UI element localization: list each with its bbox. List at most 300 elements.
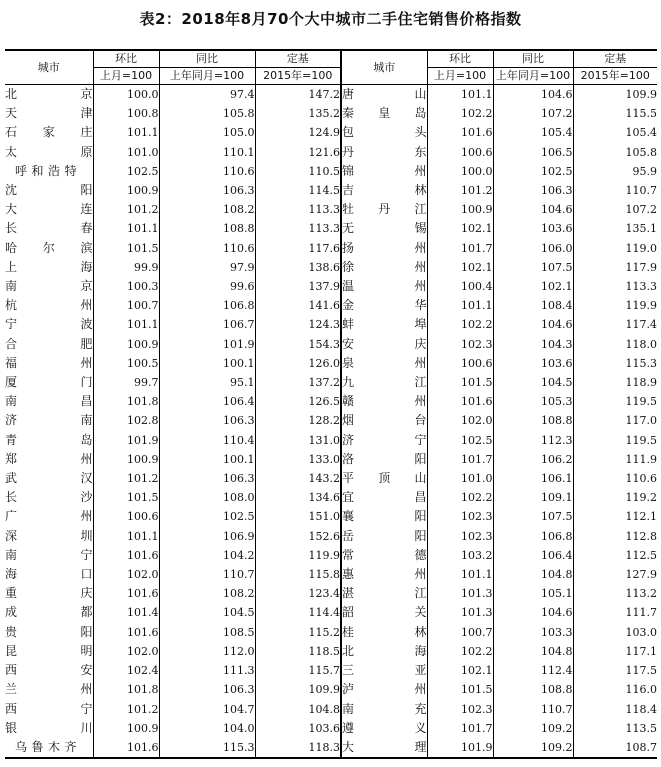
- base-cell: 133.0: [255, 450, 341, 469]
- header-row: [5, 50, 657, 68]
- city-cell: 太原: [5, 144, 93, 159]
- yoy-cell: 105.1: [493, 584, 573, 603]
- base-cell: 131.0: [255, 431, 341, 450]
- city-cell: 银川: [5, 720, 93, 735]
- city-cell: 韶关: [341, 603, 427, 622]
- yoy-cell: 106.4: [493, 546, 573, 565]
- yoy-cell: 108.0: [159, 488, 255, 507]
- table-title: 表2：2018年8月70个大中城市二手住宅销售价格指数: [139, 10, 522, 28]
- table-row: [5, 143, 657, 162]
- mom-cell: 102.3: [427, 507, 493, 526]
- mom-cell: 101.8: [93, 680, 159, 699]
- yoy-cell: 104.6: [493, 603, 573, 622]
- base-cell: 151.0: [255, 507, 341, 526]
- mom-cell: 101.1: [427, 296, 493, 315]
- yoy-cell: 106.8: [159, 296, 255, 315]
- city-cell: 洛阳: [341, 450, 427, 469]
- city-cell: 丹东: [341, 143, 427, 162]
- yoy-cell: 108.4: [493, 296, 573, 315]
- city-cell: 长沙: [5, 490, 93, 505]
- table-body: [5, 85, 657, 759]
- yoy-cell: 110.4: [159, 431, 255, 450]
- mom-cell: 102.2: [427, 488, 493, 507]
- city-cell: 昆明: [5, 643, 93, 658]
- yoy-header: 同比: [493, 50, 573, 68]
- mom-cell: 101.0: [427, 469, 493, 488]
- yoy-cell: 104.2: [159, 546, 255, 565]
- base-cell: 135.2: [255, 104, 341, 123]
- yoy-cell: 105.8: [159, 104, 255, 123]
- city-cell: 遵义: [341, 719, 427, 738]
- yoy-header: 同比: [159, 50, 255, 68]
- base-cell: 141.6: [255, 296, 341, 315]
- city-cell: 温州: [341, 277, 427, 296]
- base-cell: 110.6: [573, 469, 657, 488]
- yoy-cell: 106.3: [159, 411, 255, 430]
- base-subheader: 2015年=100: [573, 68, 657, 85]
- city-cell: 岳阳: [341, 527, 427, 546]
- table-row: [5, 546, 657, 565]
- city-cell: 大连: [5, 202, 93, 217]
- mom-cell: 100.0: [427, 162, 493, 181]
- mom-cell: 102.2: [427, 642, 493, 661]
- mom-cell: 102.1: [427, 661, 493, 680]
- yoy-cell: 104.6: [493, 200, 573, 219]
- mom-cell: 100.9: [93, 450, 159, 469]
- yoy-cell: 110.1: [159, 143, 255, 162]
- city-cell: 广州: [5, 509, 93, 524]
- mom-cell: 101.5: [427, 680, 493, 699]
- city-cell: 天津: [5, 106, 93, 121]
- base-cell: 112.5: [573, 546, 657, 565]
- city-cell: 吉林: [341, 181, 427, 200]
- city-cell: 锦州: [341, 162, 427, 181]
- mom-cell: 101.5: [427, 373, 493, 392]
- table-row: [5, 700, 657, 719]
- base-cell: 126.0: [255, 354, 341, 373]
- city-cell: 平顶山: [341, 469, 427, 488]
- base-header: 定基: [573, 50, 657, 68]
- yoy-cell: 112.3: [493, 431, 573, 450]
- base-cell: 134.6: [255, 488, 341, 507]
- base-cell: 109.9: [573, 85, 657, 105]
- yoy-cell: 106.1: [493, 469, 573, 488]
- yoy-cell: 104.5: [493, 373, 573, 392]
- city-cell: 赣州: [341, 392, 427, 411]
- yoy-cell: 115.3: [159, 738, 255, 758]
- yoy-cell: 106.3: [159, 181, 255, 200]
- mom-cell: 101.9: [427, 738, 493, 758]
- yoy-cell: 112.4: [493, 661, 573, 680]
- mom-cell: 102.4: [93, 661, 159, 680]
- mom-cell: 101.3: [427, 603, 493, 622]
- yoy-cell: 110.6: [159, 162, 255, 181]
- mom-cell: 101.6: [93, 623, 159, 642]
- base-cell: 113.5: [573, 719, 657, 738]
- table-row: [5, 354, 657, 373]
- city-cell: 青岛: [5, 432, 93, 447]
- mom-cell: 101.7: [427, 719, 493, 738]
- yoy-cell: 109.1: [493, 488, 573, 507]
- mom-cell: 101.2: [93, 700, 159, 719]
- city-cell: 徐州: [341, 258, 427, 277]
- yoy-cell: 104.6: [493, 315, 573, 334]
- city-cell: 南充: [341, 700, 427, 719]
- mom-cell: 102.8: [93, 411, 159, 430]
- mom-cell: 100.9: [427, 200, 493, 219]
- city-cell: 南宁: [5, 547, 93, 562]
- yoy-cell: 101.9: [159, 335, 255, 354]
- yoy-cell: 104.6: [493, 85, 573, 105]
- mom-cell: 103.2: [427, 546, 493, 565]
- base-cell: 109.9: [255, 680, 341, 699]
- yoy-cell: 95.1: [159, 373, 255, 392]
- base-cell: 103.6: [255, 719, 341, 738]
- mom-cell: 102.2: [427, 315, 493, 334]
- base-cell: 123.4: [255, 584, 341, 603]
- city-cell: 哈尔滨: [5, 240, 93, 255]
- yoy-cell: 102.5: [493, 162, 573, 181]
- table-row: [5, 277, 657, 296]
- yoy-cell: 102.5: [159, 507, 255, 526]
- yoy-cell: 107.5: [493, 507, 573, 526]
- base-header: 定基: [255, 50, 341, 68]
- mom-subheader: 上月=100: [427, 68, 493, 85]
- base-cell: 117.9: [573, 258, 657, 277]
- yoy-cell: 110.7: [159, 565, 255, 584]
- base-cell: 143.2: [255, 469, 341, 488]
- mom-cell: 101.7: [427, 239, 493, 258]
- yoy-cell: 109.2: [493, 738, 573, 758]
- base-cell: 137.2: [255, 373, 341, 392]
- mom-cell: 101.1: [93, 527, 159, 546]
- table-row: [5, 315, 657, 334]
- yoy-cell: 99.6: [159, 277, 255, 296]
- base-cell: 152.6: [255, 527, 341, 546]
- city-cell: 贵阳: [5, 624, 93, 639]
- yoy-cell: 110.6: [159, 239, 255, 258]
- city-cell: 济南: [5, 413, 93, 428]
- base-cell: 117.0: [573, 411, 657, 430]
- city-cell: 乌鲁木齐: [15, 739, 77, 754]
- mom-cell: 100.9: [93, 719, 159, 738]
- mom-header: 环比: [427, 50, 493, 68]
- base-cell: 112.1: [573, 507, 657, 526]
- city-cell: 惠州: [341, 565, 427, 584]
- city-cell: 兰州: [5, 682, 93, 697]
- mom-cell: 100.8: [93, 104, 159, 123]
- city-cell: 金华: [341, 296, 427, 315]
- yoy-cell: 108.2: [159, 584, 255, 603]
- yoy-cell: 107.5: [493, 258, 573, 277]
- table-row: [5, 392, 657, 411]
- base-cell: 127.9: [573, 565, 657, 584]
- city-cell: 石家庄: [5, 125, 93, 140]
- table-row: [5, 527, 657, 546]
- base-cell: 118.5: [255, 642, 341, 661]
- table-row: [5, 335, 657, 354]
- city-cell: 北京: [5, 87, 93, 101]
- table-row: [5, 584, 657, 603]
- table-row: [5, 258, 657, 277]
- city-cell: 宁波: [5, 317, 93, 332]
- mom-cell: 101.1: [93, 219, 159, 238]
- mom-cell: 102.1: [427, 219, 493, 238]
- mom-cell: 101.2: [427, 181, 493, 200]
- mom-cell: 100.9: [93, 181, 159, 200]
- yoy-cell: 97.9: [159, 258, 255, 277]
- base-cell: 119.5: [573, 431, 657, 450]
- base-cell: 105.4: [573, 123, 657, 142]
- base-cell: 119.9: [255, 546, 341, 565]
- yoy-subheader: 上年同月=100: [159, 68, 255, 85]
- mom-cell: 102.3: [427, 527, 493, 546]
- base-cell: 113.3: [573, 277, 657, 296]
- mom-cell: 101.9: [93, 431, 159, 450]
- mom-cell: 99.9: [93, 258, 159, 277]
- yoy-cell: 105.0: [159, 123, 255, 142]
- mom-cell: 101.5: [93, 488, 159, 507]
- city-cell: 包头: [341, 123, 427, 142]
- base-cell: 135.1: [573, 219, 657, 238]
- mom-cell: 100.7: [93, 296, 159, 315]
- mom-cell: 101.3: [427, 584, 493, 603]
- table-row: [5, 719, 657, 738]
- base-cell: 124.9: [255, 123, 341, 142]
- base-cell: 138.6: [255, 258, 341, 277]
- yoy-subheader: 上年同月=100: [493, 68, 573, 85]
- yoy-cell: 109.2: [493, 719, 573, 738]
- base-cell: 108.7: [573, 738, 657, 758]
- mom-cell: 101.8: [93, 392, 159, 411]
- base-cell: 110.5: [255, 162, 341, 181]
- mom-cell: 101.1: [93, 315, 159, 334]
- table-row: [5, 85, 657, 105]
- subheader-row: [5, 68, 657, 85]
- table-row: [5, 296, 657, 315]
- mom-cell: 101.6: [93, 738, 159, 758]
- city-cell: 西安: [5, 663, 93, 678]
- mom-cell: 101.5: [93, 239, 159, 258]
- city-cell: 桂林: [341, 623, 427, 642]
- mom-cell: 102.0: [427, 411, 493, 430]
- base-cell: 117.1: [573, 642, 657, 661]
- city-cell: 泸州: [341, 680, 427, 699]
- base-cell: 118.9: [573, 373, 657, 392]
- mom-cell: 101.4: [93, 603, 159, 622]
- city-cell: 重庆: [5, 586, 93, 601]
- base-cell: 115.2: [255, 623, 341, 642]
- base-cell: 128.2: [255, 411, 341, 430]
- mom-cell: 101.1: [93, 123, 159, 142]
- table-row: [5, 623, 657, 642]
- yoy-cell: 106.3: [159, 469, 255, 488]
- base-cell: 126.5: [255, 392, 341, 411]
- yoy-cell: 105.4: [493, 123, 573, 142]
- city-header: 城市: [341, 50, 427, 85]
- table-row: [5, 239, 657, 258]
- city-cell: 长春: [5, 221, 93, 236]
- table-row: [5, 431, 657, 450]
- city-cell: 深圳: [5, 528, 93, 543]
- yoy-cell: 102.1: [493, 277, 573, 296]
- yoy-cell: 104.8: [493, 565, 573, 584]
- yoy-cell: 104.3: [493, 335, 573, 354]
- mom-cell: 101.6: [427, 123, 493, 142]
- city-header: 城市: [5, 50, 93, 85]
- mom-cell: 102.5: [93, 162, 159, 181]
- city-cell: 宜昌: [341, 488, 427, 507]
- mom-cell: 102.5: [427, 431, 493, 450]
- city-cell: 杭州: [5, 298, 93, 313]
- base-cell: 119.5: [573, 392, 657, 411]
- table-row: [5, 200, 657, 219]
- city-cell: 襄阳: [341, 507, 427, 526]
- base-cell: 147.2: [255, 85, 341, 105]
- mom-cell: 100.6: [427, 354, 493, 373]
- base-cell: 117.6: [255, 239, 341, 258]
- mom-cell: 102.0: [93, 642, 159, 661]
- yoy-cell: 106.3: [493, 181, 573, 200]
- yoy-cell: 103.6: [493, 219, 573, 238]
- table-row: [5, 738, 657, 758]
- city-cell: 南京: [5, 279, 93, 294]
- table-row: [5, 104, 657, 123]
- yoy-cell: 108.5: [159, 623, 255, 642]
- yoy-cell: 108.8: [493, 680, 573, 699]
- mom-cell: 101.0: [93, 143, 159, 162]
- mom-cell: 100.6: [93, 507, 159, 526]
- city-cell: 福州: [5, 355, 93, 370]
- base-cell: 115.8: [255, 565, 341, 584]
- mom-cell: 101.2: [93, 469, 159, 488]
- city-cell: 西宁: [5, 701, 93, 716]
- table-row: [5, 603, 657, 622]
- city-cell: 泉州: [341, 354, 427, 373]
- base-cell: 113.3: [255, 200, 341, 219]
- mom-cell: 101.6: [93, 546, 159, 565]
- mom-cell: 100.3: [93, 277, 159, 296]
- mom-cell: 100.7: [427, 623, 493, 642]
- city-cell: 蚌埠: [341, 315, 427, 334]
- base-cell: 95.9: [573, 162, 657, 181]
- yoy-cell: 104.7: [159, 700, 255, 719]
- table-row: [5, 219, 657, 238]
- city-cell: 武汉: [5, 471, 93, 486]
- mom-cell: 102.3: [427, 335, 493, 354]
- city-cell: 烟台: [341, 411, 427, 430]
- base-cell: 119.9: [573, 296, 657, 315]
- base-cell: 111.7: [573, 603, 657, 622]
- city-cell: 海口: [5, 567, 93, 582]
- base-cell: 105.8: [573, 143, 657, 162]
- city-cell: 三亚: [341, 661, 427, 680]
- base-cell: 118.3: [255, 738, 341, 758]
- yoy-cell: 108.8: [159, 219, 255, 238]
- base-cell: 112.8: [573, 527, 657, 546]
- mom-cell: 100.9: [93, 335, 159, 354]
- city-cell: 郑州: [5, 451, 93, 466]
- city-cell: 南昌: [5, 394, 93, 409]
- yoy-cell: 100.1: [159, 450, 255, 469]
- city-cell: 扬州: [341, 239, 427, 258]
- base-cell: 121.6: [255, 143, 341, 162]
- yoy-cell: 106.2: [493, 450, 573, 469]
- mom-cell: 102.1: [427, 258, 493, 277]
- table-row: [5, 411, 657, 430]
- yoy-cell: 104.5: [159, 603, 255, 622]
- yoy-cell: 106.4: [159, 392, 255, 411]
- table-row: [5, 565, 657, 584]
- yoy-cell: 107.2: [493, 104, 573, 123]
- yoy-cell: 108.2: [159, 200, 255, 219]
- yoy-cell: 105.3: [493, 392, 573, 411]
- city-cell: 厦门: [5, 375, 93, 390]
- yoy-cell: 104.8: [493, 642, 573, 661]
- mom-cell: 101.6: [427, 392, 493, 411]
- base-cell: 119.0: [573, 239, 657, 258]
- base-cell: 116.0: [573, 680, 657, 699]
- city-cell: 合肥: [5, 336, 93, 351]
- base-cell: 114.5: [255, 181, 341, 200]
- yoy-cell: 103.6: [493, 354, 573, 373]
- base-cell: 115.7: [255, 661, 341, 680]
- city-cell: 济宁: [341, 431, 427, 450]
- city-cell: 呼和浩特: [15, 163, 77, 178]
- mom-subheader: 上月=100: [93, 68, 159, 85]
- table-row: [5, 373, 657, 392]
- yoy-cell: 111.3: [159, 661, 255, 680]
- city-cell: 牡丹江: [341, 200, 427, 219]
- yoy-cell: 106.7: [159, 315, 255, 334]
- base-cell: 113.3: [255, 219, 341, 238]
- base-cell: 110.7: [573, 181, 657, 200]
- mom-cell: 101.1: [427, 85, 493, 105]
- city-cell: 上海: [5, 259, 93, 274]
- base-cell: 118.4: [573, 700, 657, 719]
- mom-cell: 100.6: [427, 143, 493, 162]
- yoy-cell: 106.9: [159, 527, 255, 546]
- yoy-cell: 110.7: [493, 700, 573, 719]
- mom-cell: 102.2: [427, 104, 493, 123]
- table-row: [5, 680, 657, 699]
- city-cell: 湛江: [341, 584, 427, 603]
- yoy-cell: 106.5: [493, 143, 573, 162]
- yoy-cell: 97.4: [159, 85, 255, 105]
- base-cell: 113.2: [573, 584, 657, 603]
- base-cell: 107.2: [573, 200, 657, 219]
- city-cell: 大理: [341, 738, 427, 758]
- table-row: [5, 507, 657, 526]
- table-row: [5, 469, 657, 488]
- base-subheader: 2015年=100: [255, 68, 341, 85]
- city-cell: 北海: [341, 642, 427, 661]
- mom-cell: 99.7: [93, 373, 159, 392]
- base-cell: 137.9: [255, 277, 341, 296]
- base-cell: 103.0: [573, 623, 657, 642]
- table-row: [5, 488, 657, 507]
- city-cell: 安庆: [341, 335, 427, 354]
- city-cell: 沈阳: [5, 183, 93, 198]
- yoy-cell: 103.3: [493, 623, 573, 642]
- table-row: [5, 642, 657, 661]
- city-cell: 无锡: [341, 219, 427, 238]
- city-cell: 秦皇岛: [341, 104, 427, 123]
- mom-cell: 101.7: [427, 450, 493, 469]
- base-cell: 118.0: [573, 335, 657, 354]
- price-index-table: [5, 49, 657, 759]
- yoy-cell: 106.3: [159, 680, 255, 699]
